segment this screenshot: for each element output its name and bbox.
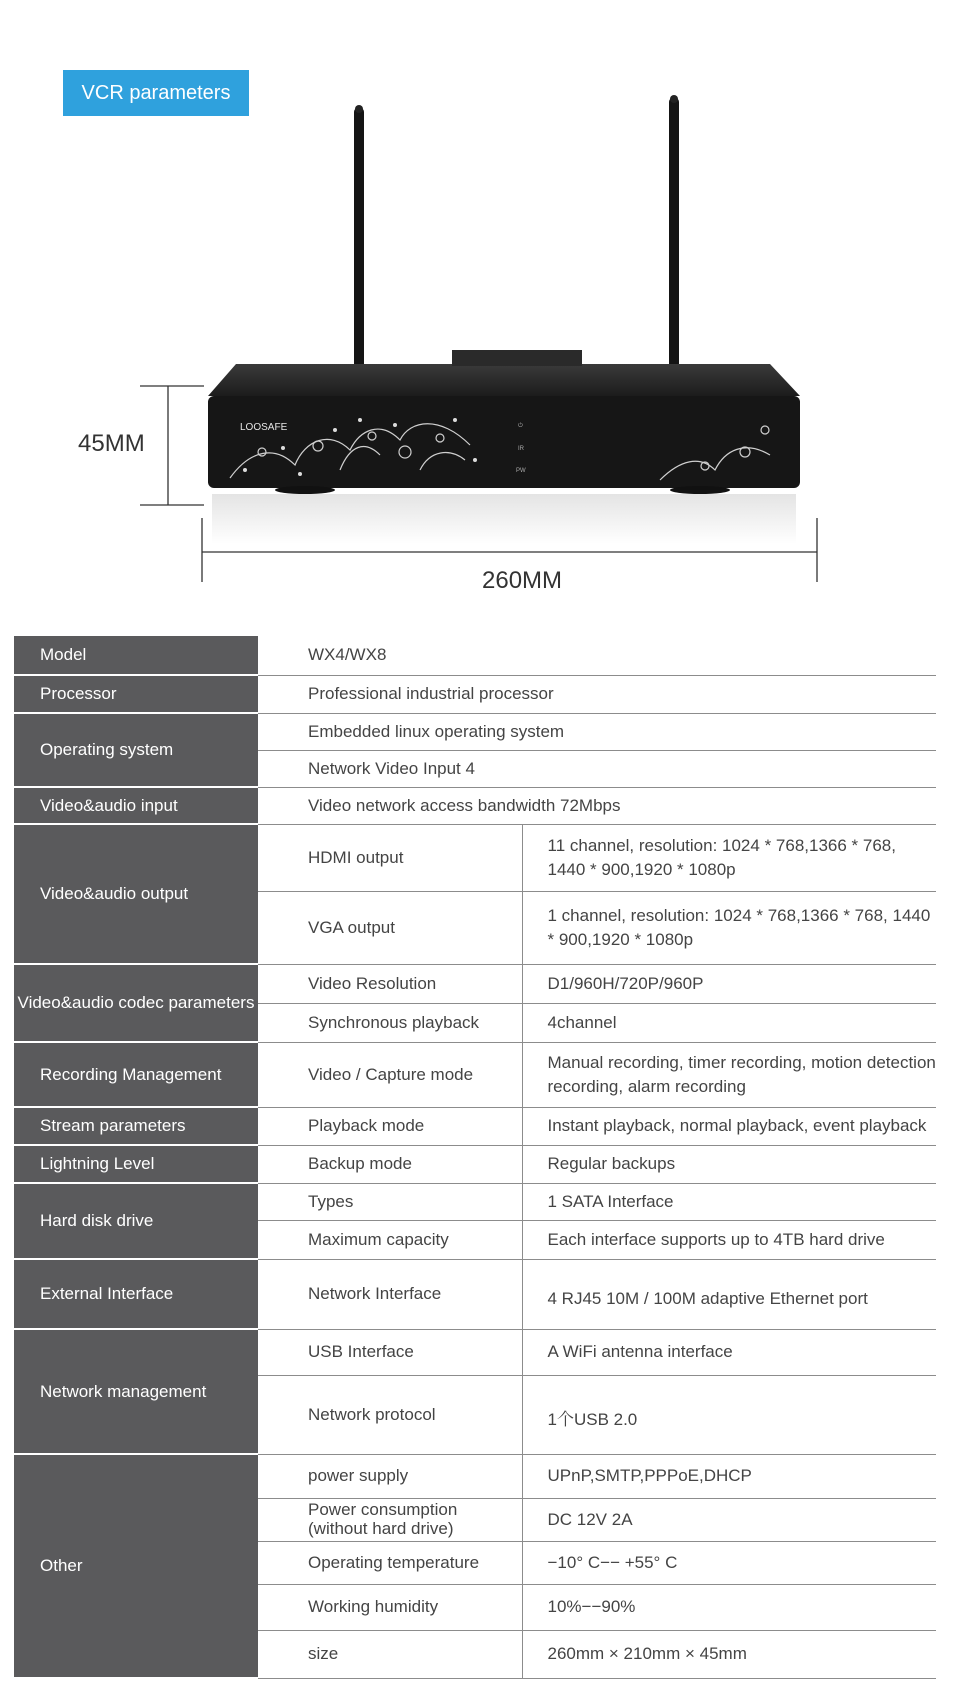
category-cell: Operating system — [14, 713, 258, 787]
sub-label-cell: Backup mode — [258, 1145, 522, 1183]
value-cell: D1/960H/720P/960P — [522, 964, 936, 1003]
sub-label-cell — [258, 1498, 522, 1541]
table-row — [14, 1259, 936, 1329]
value-cell: 1 channel, resolution: 1024 * 768,1366 * 768, 1440 * 900,1920 * 1080p — [522, 891, 936, 964]
sub-label-cell: power supply — [258, 1454, 522, 1498]
value-cell: Professional industrial processor — [258, 675, 936, 713]
category-cell: External Interface — [14, 1259, 258, 1329]
led-power-icon: ⏻ — [518, 423, 523, 429]
value-cell: Embedded linux operating system — [258, 713, 936, 750]
brand-label: LOOSAFE — [240, 422, 288, 433]
category-cell: Stream parameters — [14, 1107, 258, 1145]
table-row — [14, 1454, 936, 1498]
sub-label-cell: size — [258, 1630, 522, 1678]
table-row — [14, 1145, 936, 1183]
category-cell: Other — [14, 1454, 258, 1678]
category-cell: Video&audio input — [14, 787, 258, 824]
table-row — [14, 675, 936, 713]
value-cell: 260mm × 210mm × 45mm — [522, 1630, 936, 1678]
table-row — [14, 1329, 936, 1375]
value-cell: UPnP,SMTP,PPPoE,DHCP — [522, 1454, 936, 1498]
value-cell: 4channel — [522, 1003, 936, 1042]
table-row — [14, 1107, 936, 1145]
sub-label-cell: Video Resolution — [258, 964, 522, 1003]
value-cell: 1 SATA Interface — [522, 1183, 936, 1220]
height-dimension-line — [140, 386, 204, 505]
section-badge: VCR parameters — [63, 70, 249, 116]
category-cell: Video&audio codec parameters — [14, 964, 258, 1042]
category-cell: Recording Management — [14, 1042, 258, 1107]
table-row — [14, 787, 936, 824]
category-cell: Hard disk drive — [14, 1183, 258, 1259]
sub-label-cell: Video / Capture mode — [258, 1042, 522, 1107]
value-cell: 1个USB 2.0 — [522, 1375, 936, 1454]
consumption-label-line1: Power consumption — [308, 1499, 458, 1519]
value-cell: A WiFi antenna interface — [522, 1329, 936, 1375]
value-cell: Network Video Input 4 — [258, 750, 936, 787]
category-cell: Network management — [14, 1329, 258, 1454]
sub-label-cell: USB Interface — [258, 1329, 522, 1375]
width-label: 260MM — [482, 567, 563, 594]
led-pw-label: PW — [516, 468, 526, 474]
product-image — [0, 0, 960, 640]
category-cell: Model — [14, 636, 258, 675]
sub-label-cell: Maximum capacity — [258, 1220, 522, 1259]
category-cell: Video&audio output — [14, 824, 258, 964]
device-top — [208, 364, 800, 396]
antenna-right — [669, 95, 679, 376]
table-row — [14, 964, 936, 1003]
sub-label-cell: Types — [258, 1183, 522, 1220]
value-cell: Video network access bandwidth 72Mbps — [258, 787, 936, 824]
value-cell: Instant playback, normal playback, event playback — [522, 1107, 936, 1145]
value-cell: Each interface supports up to 4TB hard drive — [522, 1220, 936, 1259]
category-cell: Processor — [14, 675, 258, 713]
sub-label-cell: Working humidity — [258, 1584, 522, 1630]
sub-label-cell: HDMI output — [258, 824, 522, 891]
value-cell: 10%−−90% — [522, 1584, 936, 1630]
sub-label-cell: VGA output — [258, 891, 522, 964]
value-cell: Manual recording, timer recording, motion detection recording, alarm recording — [522, 1042, 936, 1107]
table-row — [14, 1042, 936, 1107]
antenna-left — [354, 105, 364, 376]
sub-label-cell: Network protocol — [258, 1375, 522, 1454]
category-cell: Lightning Level — [14, 1145, 258, 1183]
spec-table — [14, 636, 936, 1679]
sub-label-cell: Playback mode — [258, 1107, 522, 1145]
device-front — [208, 396, 800, 488]
value-cell: WX4/WX8 — [258, 636, 936, 675]
value-cell: −10° C−− +55° C — [522, 1541, 936, 1584]
table-row — [14, 1183, 936, 1220]
height-label: 45MM — [78, 430, 145, 457]
value-cell: 11 channel, resolution: 1024 * 768,1366 * 768, 1440 * 900,1920 * 1080p — [522, 824, 936, 891]
value-cell: 4 RJ45 10M / 100M adaptive Ethernet port — [522, 1259, 936, 1329]
sub-label-cell: Synchronous playback — [258, 1003, 522, 1042]
led-ir-label: IR — [518, 446, 524, 452]
sub-label-cell: Operating temperature — [258, 1541, 522, 1584]
value-cell: Regular backups — [522, 1145, 936, 1183]
consumption-label-line2: (without hard drive) — [308, 1518, 454, 1538]
value-cell: DC 12V 2A — [522, 1498, 936, 1541]
table-row — [14, 713, 936, 750]
sub-label-cell: Network Interface — [258, 1259, 522, 1329]
table-row — [14, 636, 936, 675]
table-row — [14, 824, 936, 891]
